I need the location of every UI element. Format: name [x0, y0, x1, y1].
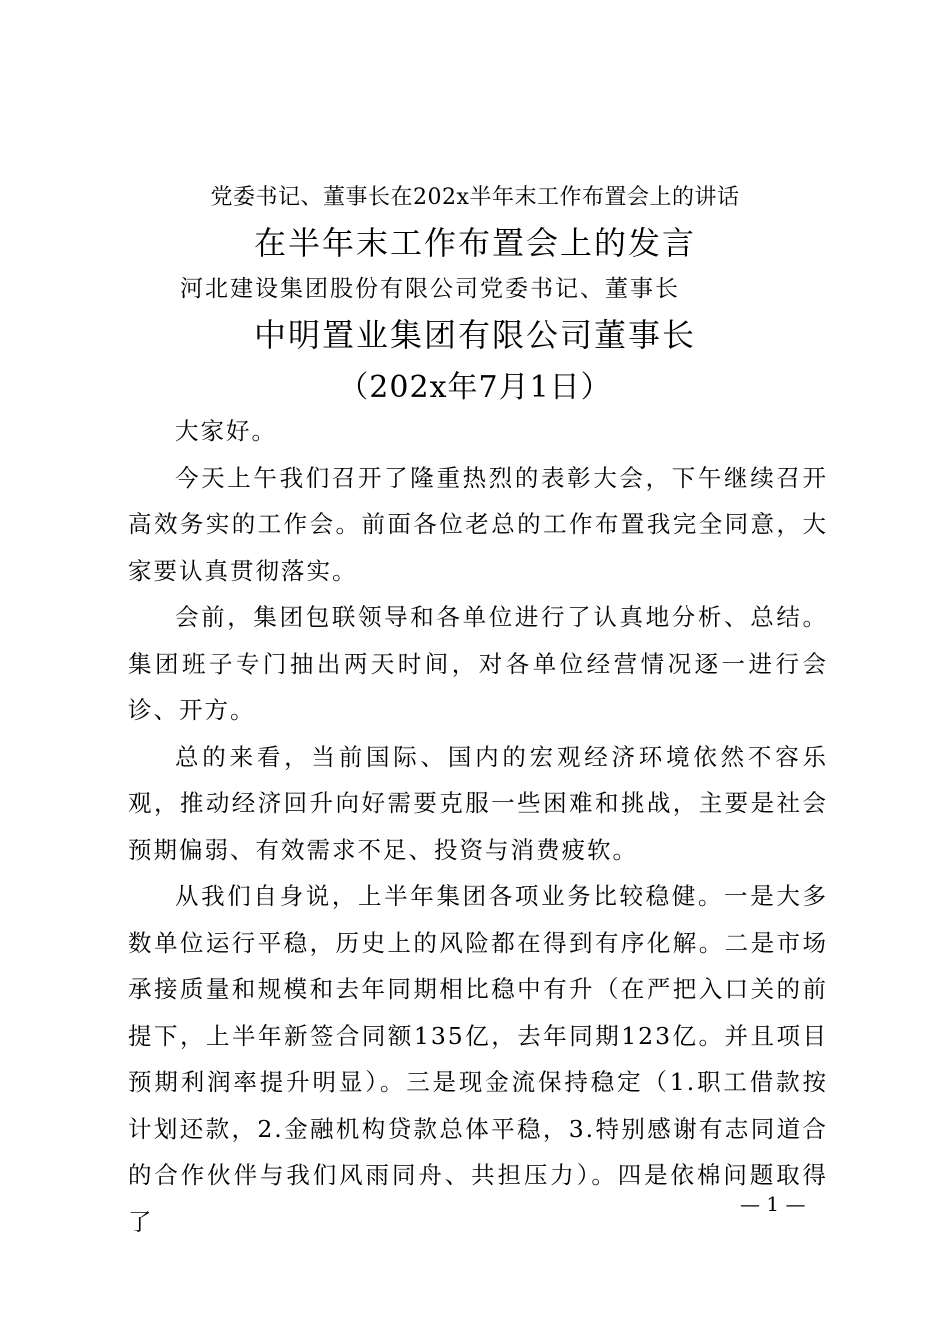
paragraph: 今天上午我们召开了隆重热烈的表彰大会，下午继续召开高效务实的工作会。前面各位老总的工作布置我完全同意，大家要认真贯彻落实。	[128, 463, 828, 585]
paragraph: 总的来看，当前国际、国内的宏观经济环境依然不容乐观，推动经济回升向好需要克服一些困难和挑战，主要是社会预期偏弱、有效需求不足、投资与消费疲软。	[128, 742, 828, 864]
speaker-affiliation-1: 河北建设集团股份有限公司党委书记、董事长	[180, 276, 680, 302]
speech-date: （202x年7月1日）	[338, 370, 612, 405]
speech-body	[128, 408, 828, 1245]
paragraph: 会前，集团包联领导和各单位进行了认真地分析、总结。集团班子专门抽出两天时间，对各单位经营情况逐一进行会诊、开方。	[128, 603, 828, 724]
page-number: — 1 —	[740, 1192, 806, 1216]
speaker-affiliation-2: 中明置业集团有限公司董事长	[253, 316, 696, 354]
speech-title: 在半年末工作布置会上的发言	[253, 224, 696, 262]
paragraph: 从我们自身说，上半年集团各项业务比较稳健。一是大多数单位运行平稳，历史上的风险都在得到有序化解。二是市场承接质量和规模和去年同期相比稳中有升（在严把入口关的前提下，上半年新签合同额135亿，去年同期123亿。并且项目预期利润率提升明显）。三是现金流保持稳定（1.职工借款按计划还款，2.金融机构贷款总体平稳，3.特别感谢有志同道合的合作伙伴与我们风雨同舟、共担压力）。四是依棉问题取得了	[128, 882, 828, 1236]
document-title: 党委书记、董事长在202x半年末工作布置会上的讲话	[210, 185, 740, 210]
paragraph-greeting: 大家好。	[175, 417, 277, 445]
